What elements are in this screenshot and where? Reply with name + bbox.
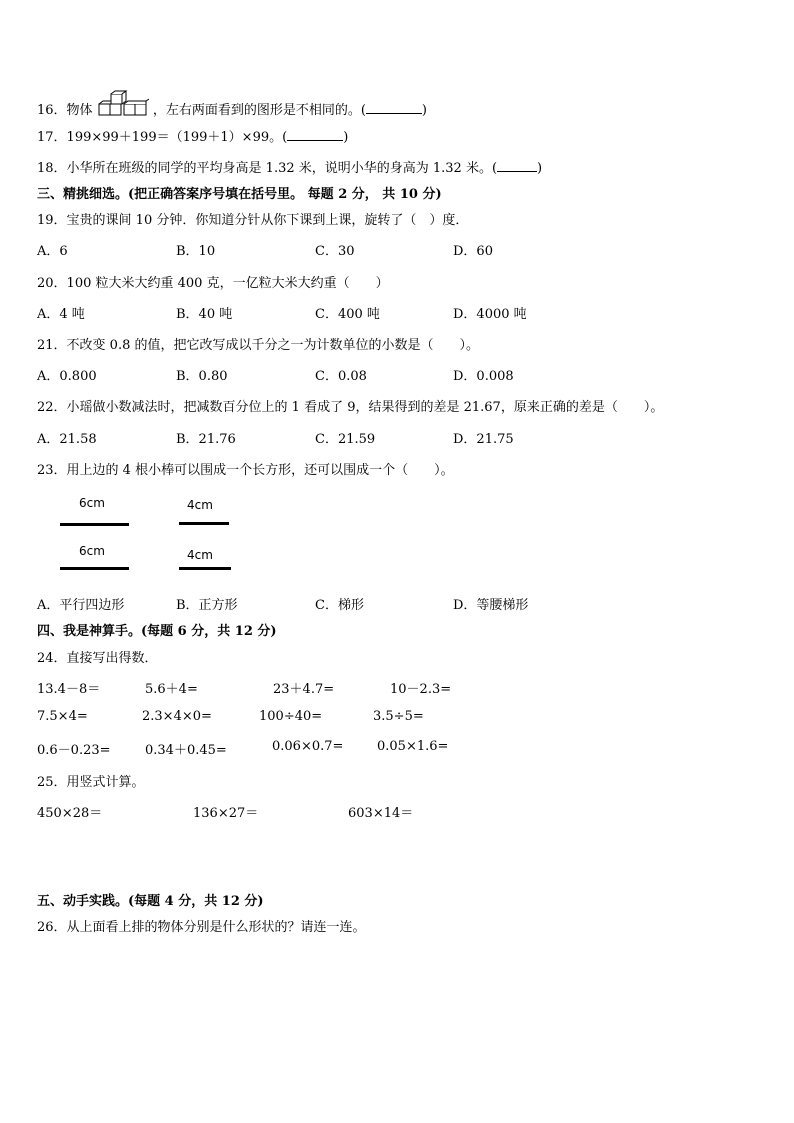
question-24-stem: 24．直接写出得数．	[37, 651, 158, 666]
q21-option-b[interactable]: B．0.80	[176, 369, 228, 384]
stick-label-2: 4cm	[187, 498, 213, 512]
question-19-stem: 19．宝贵的课间 10 分钟．你知道分针从你下课到上课，旋转了（ ）度．	[37, 213, 469, 228]
q16-close: )	[421, 103, 427, 118]
calc-item: 5.6＋4=	[145, 682, 198, 697]
section-4-heading: 四、我是神算手。(每题 6 分，共 12 分)	[37, 624, 277, 639]
question-22-stem: 22．小瑶做小数减法时，把减数百分位上的 1 看成了 9，结果得到的差是 21.67，原来正确的差是（ ）。	[37, 400, 664, 415]
calc-item: 100÷40=	[259, 709, 323, 724]
calc-item: 0.05×1.6=	[377, 739, 449, 754]
stick-4	[179, 567, 231, 570]
question-26-stem: 26．从上面看上排的物体分别是什么形状的？请连一连。	[37, 920, 366, 935]
q19-option-d[interactable]: D．60	[453, 244, 493, 259]
calc-item: 13.4－8＝	[37, 682, 101, 697]
question-25-stem: 25．用竖式计算。	[37, 775, 145, 790]
stick-label-4: 4cm	[187, 548, 213, 562]
calc-item: 0.6－0.23=	[37, 743, 111, 758]
q23-option-d[interactable]: D．等腰梯形	[453, 598, 529, 613]
section-5-heading: 五、动手实践。(每题 4 分，共 12 分)	[37, 894, 264, 909]
q21-option-d[interactable]: D．0.008	[453, 369, 514, 384]
q21-option-a[interactable]: A．0.800	[37, 369, 97, 384]
question-23-stem: 23．用上边的 4 根小棒可以围成一个长方形，还可以围成一个（ ）。	[37, 463, 454, 478]
question-21-stem: 21．不改变 0.8 的值，把它改写成以千分之一为计数单位的小数是（ ）。	[37, 338, 479, 353]
answer-blank-17[interactable]	[287, 128, 343, 141]
q20-option-c[interactable]: C．400 吨	[315, 307, 380, 322]
calc-item: 0.06×0.7=	[272, 739, 344, 754]
stick-3	[60, 567, 129, 570]
calc-item: 2.3×4×0=	[142, 709, 212, 724]
q22-option-d[interactable]: D．21.75	[453, 432, 514, 447]
stick-label-3: 6cm	[79, 544, 105, 558]
q16-statement: ，左右两面看到的图形是不相同的。(	[152, 103, 366, 118]
q19-option-c[interactable]: C．30	[315, 244, 355, 259]
section-3-heading: 三、精挑细选。(把正确答案序号填在括号里。 每题 2 分， 共 10 分)	[37, 187, 442, 202]
cubes-figure-icon	[97, 90, 149, 124]
answer-blank-16[interactable]	[366, 101, 422, 114]
q19-option-b[interactable]: B．10	[176, 244, 216, 259]
calc-item: 3.5÷5=	[373, 709, 424, 724]
question-17	[37, 126, 348, 145]
stick-2	[179, 522, 229, 525]
q18-close: )	[537, 161, 543, 176]
calc-item: 7.5×4=	[37, 709, 88, 724]
question-18	[37, 157, 542, 176]
vertical-calc-item: 450×28＝	[37, 806, 103, 821]
q18-statement: 18．小华所在班级的同学的平均身高是 1.32 米，说明小华的身高为 1.32 米。(	[37, 161, 498, 176]
q23-option-b[interactable]: B．正方形	[176, 598, 238, 613]
q20-option-a[interactable]: A．4 吨	[37, 307, 85, 322]
q21-option-c[interactable]: C．0.08	[315, 369, 367, 384]
calc-item: 23＋4.7=	[273, 682, 335, 697]
calc-item: 10－2.3=	[390, 682, 452, 697]
q22-option-b[interactable]: B．21.76	[176, 432, 236, 447]
vertical-calc-item: 603×14＝	[348, 806, 414, 821]
q19-option-a[interactable]: A．6	[37, 244, 68, 259]
q22-option-a[interactable]: A．21.58	[37, 432, 97, 447]
q16-prefix: 16．物体	[37, 103, 93, 118]
q22-option-c[interactable]: C．21.59	[315, 432, 376, 447]
vertical-calc-item: 136×27＝	[193, 806, 259, 821]
q20-option-d[interactable]: D．4000 吨	[453, 307, 527, 322]
stick-1	[60, 523, 129, 526]
q20-option-b[interactable]: B．40 吨	[176, 307, 233, 322]
stick-label-1: 6cm	[79, 496, 105, 510]
q23-option-a[interactable]: A．平行四边形	[37, 598, 125, 613]
answer-blank-18[interactable]	[497, 159, 537, 172]
question-16	[37, 90, 427, 124]
q17-statement: 17．199×99＋199＝（199＋1）×99。(	[37, 130, 288, 145]
q17-close: )	[343, 130, 349, 145]
q23-option-c[interactable]: C．梯形	[315, 598, 364, 613]
calc-item: 0.34＋0.45=	[145, 743, 227, 758]
question-20-stem: 20．100 粒大米大约重 400 克，一亿粒大米大约重（ ）	[37, 276, 389, 291]
